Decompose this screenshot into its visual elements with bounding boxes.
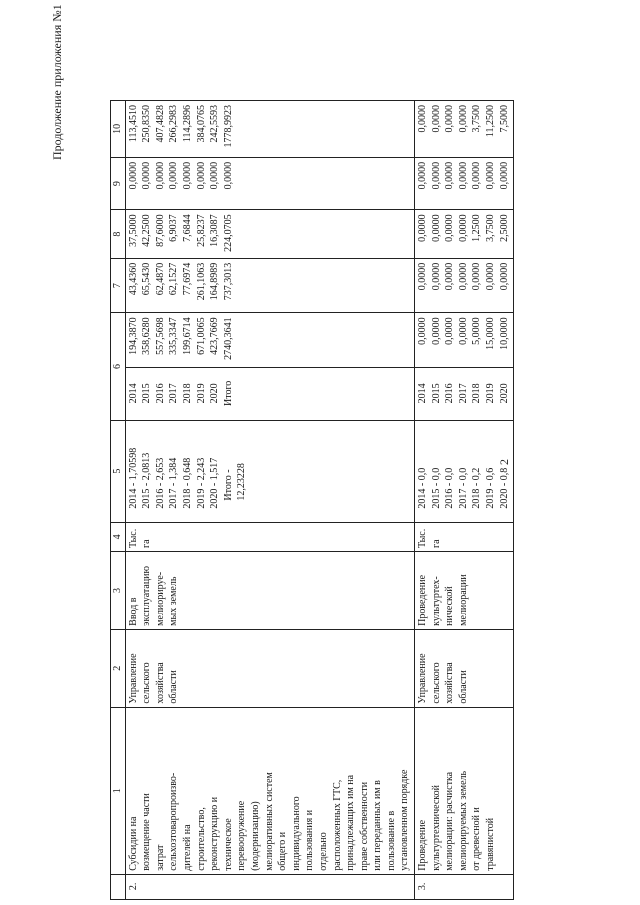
cell-line: 2016 - 2,653 xyxy=(154,457,166,509)
cell-line: от древесной и xyxy=(471,807,483,871)
cell-line: 358,6280 xyxy=(141,317,153,355)
cell-line: 0,0000 xyxy=(430,214,442,242)
column-header: 2 xyxy=(111,629,126,707)
cell-line: реконструкцию и xyxy=(209,796,221,871)
cell-line: 0,0000 xyxy=(127,161,139,190)
cell-line: Ввод в xyxy=(127,597,139,626)
cell-line: 2014 - 0,0 xyxy=(417,467,429,509)
cell-line: 557,5698 xyxy=(154,317,166,355)
cell-line: хозяйства xyxy=(154,662,166,704)
cell-line: 2020 - 0,8 xyxy=(498,467,510,509)
cell-line: 11,2500 xyxy=(485,105,497,138)
cell-line: эксплуатацию xyxy=(141,565,153,626)
cell-line: 2016 - 0,0 xyxy=(444,467,456,509)
cell-line: мелиоративных систем xyxy=(263,772,275,871)
cell-line: области xyxy=(457,670,469,704)
column-header: 6 xyxy=(111,313,126,420)
cell-line: 15,0000 xyxy=(485,317,497,350)
cell-line: техническое xyxy=(222,818,234,871)
appendix-caption: Продолжение приложения №1 xyxy=(50,4,64,160)
cell-line: 62,1527 xyxy=(168,262,180,296)
cell-line: пользования и xyxy=(304,809,316,871)
cell-line: 0,0000 xyxy=(141,161,153,190)
targets-total-line: Итого - xyxy=(222,469,234,501)
cell-line: отдельно xyxy=(317,832,329,871)
column-header: 3 xyxy=(111,552,126,630)
cell-line: га xyxy=(141,539,153,549)
cell-line: 2015 - 2,0813 xyxy=(141,452,153,509)
cell-line: культуртех- xyxy=(430,576,442,626)
cell-line: мелиорируе- xyxy=(154,571,166,626)
cell-line: 1,2500 xyxy=(471,214,483,242)
column-number-row xyxy=(111,101,126,900)
cell-line: 2016 xyxy=(154,383,166,404)
cell-line: 0,0000 xyxy=(154,161,166,190)
unit-cell xyxy=(415,522,514,551)
column-header: 9 xyxy=(111,157,126,210)
cell-line: 0,0000 xyxy=(417,262,429,291)
cell-line: 737,3013 xyxy=(222,262,234,301)
cell-line: 2020 xyxy=(498,383,510,404)
cell-line: 114,2896 xyxy=(181,105,193,143)
page-number: 2 xyxy=(497,459,511,465)
cell-line: 194,3870 xyxy=(127,317,139,355)
cell-line: нической xyxy=(444,586,456,626)
cell-line: 2019 xyxy=(195,383,207,404)
cell-line: 0,0000 xyxy=(222,161,234,190)
cell-line: хозяйства xyxy=(444,662,456,704)
cell-line: 0,0000 xyxy=(417,317,429,345)
cell-line: пользование в xyxy=(385,810,397,871)
cell-line: Управление xyxy=(127,653,139,704)
cell-line: Тыс. xyxy=(417,528,429,549)
cell-line: 407,4828 xyxy=(154,105,166,143)
cell-line: 2740,3641 xyxy=(222,317,234,360)
years-cell xyxy=(415,368,514,421)
value-cell-10 xyxy=(125,101,414,158)
targets-total-line: 12,23228 xyxy=(236,463,248,501)
cell-line: 113,4510 xyxy=(127,105,139,143)
column-header: 5 xyxy=(111,420,126,522)
cell-line: 2019 - 2,243 xyxy=(195,457,207,509)
cell-line: мелиорации xyxy=(457,574,469,626)
cell-line: 0,0000 xyxy=(444,262,456,291)
cell-line: Итого xyxy=(222,380,234,407)
row-number: 3. xyxy=(415,874,514,899)
cell-line: сельского xyxy=(430,662,442,704)
cell-line: 42,2500 xyxy=(141,214,153,247)
cell-line: 199,6714 xyxy=(181,317,193,355)
cell-line: или переданных им в xyxy=(372,780,384,871)
cell-line: общего и xyxy=(277,831,289,871)
cell-line: 1778,9923 xyxy=(222,105,234,148)
cell-line: 5,0000 xyxy=(471,317,483,345)
cell-line: 2018 - 0,648 xyxy=(181,457,193,509)
cell-line: сельхозтоваропроизво- xyxy=(168,772,180,871)
cell-line: 0,0000 xyxy=(457,214,469,242)
cell-line: 0,0000 xyxy=(457,262,469,291)
cell-line: га xyxy=(430,539,442,549)
cell-line: 2019 - 0,6 xyxy=(485,467,497,509)
cell-line: 250,8350 xyxy=(141,105,153,143)
cell-line: 0,0000 xyxy=(444,214,456,242)
cell-line: 266,2983 xyxy=(168,105,180,143)
column-header: 8 xyxy=(111,210,126,258)
cell-line: 242,5593 xyxy=(209,105,221,143)
cell-line: 2017 xyxy=(168,383,180,404)
cell-line: 2017 - 0,0 xyxy=(457,467,469,509)
cell-line: 10,0000 xyxy=(498,317,510,350)
cell-line: 2015 xyxy=(141,383,153,404)
cell-line: праве собственности xyxy=(358,781,370,871)
years-cell xyxy=(125,368,414,421)
cell-line: 0,0000 xyxy=(417,105,429,133)
cell-line: 62,4870 xyxy=(154,262,166,296)
row-number: 2. xyxy=(125,874,414,899)
cell-line: 0,0000 xyxy=(417,214,429,242)
cell-line: 25,8237 xyxy=(195,214,207,247)
executor-cell xyxy=(125,629,414,707)
cell-line: 0,0000 xyxy=(444,317,456,345)
column-header: 7 xyxy=(111,258,126,313)
targets-cell xyxy=(415,420,514,522)
cell-line: 0,0000 xyxy=(430,317,442,345)
cell-line: 2018 xyxy=(181,383,193,404)
cell-line: 2018 xyxy=(471,383,483,404)
cell-line: 0,0000 xyxy=(457,161,469,190)
table-row xyxy=(125,101,414,900)
cell-line: Субсидии на xyxy=(127,816,139,871)
cell-line: затрат xyxy=(154,844,166,871)
cell-line: сельского xyxy=(141,662,153,704)
cell-line: 0,0000 xyxy=(457,317,469,345)
cell-line: 0,0000 xyxy=(498,262,510,291)
cell-line: 2018 - 0,2 xyxy=(471,467,483,509)
cell-line: 335,3347 xyxy=(168,317,180,355)
cell-line: 0,0000 xyxy=(430,105,442,133)
cell-line: 37,5000 xyxy=(127,214,139,247)
cell-line: 77,6974 xyxy=(181,262,193,296)
value-cell-7 xyxy=(125,258,414,313)
cell-line: 0,0000 xyxy=(209,161,221,190)
cell-line: мелиорации: расчистка xyxy=(444,771,456,871)
cell-line: мых земель xyxy=(168,576,180,626)
cell-line: 2,5000 xyxy=(498,214,510,242)
value-cell-8 xyxy=(125,210,414,258)
cell-line: 0,0000 xyxy=(471,161,483,190)
cell-line: 261,1063 xyxy=(195,262,207,301)
value-cell-6 xyxy=(415,313,514,368)
cell-line: 671,0065 xyxy=(195,317,207,355)
targets-cell xyxy=(125,420,414,522)
cell-line: Управление xyxy=(417,653,429,704)
unit-cell xyxy=(125,522,414,551)
cell-line: 3,7500 xyxy=(471,105,483,133)
value-cell-9 xyxy=(125,157,414,210)
cell-line: 224,0705 xyxy=(222,214,234,252)
measure-cell xyxy=(415,707,514,874)
cell-line: 2016 xyxy=(444,383,456,404)
cell-line: 2014 xyxy=(127,383,139,404)
cell-line: Проведение xyxy=(417,819,429,871)
cell-line: 2017 xyxy=(457,383,469,404)
cell-line: 0,0000 xyxy=(195,161,207,190)
executor-cell xyxy=(415,629,514,707)
cell-line: 0,0000 xyxy=(417,161,429,190)
column-header xyxy=(111,874,126,899)
cell-line: 43,4360 xyxy=(127,262,139,296)
cell-line: перевооружение xyxy=(236,800,248,871)
cell-line: 2020 xyxy=(209,383,221,404)
cell-line: индивидуального xyxy=(290,796,302,871)
indicator-cell xyxy=(415,552,514,630)
column-header: 4 xyxy=(111,522,126,551)
column-header: 1 xyxy=(111,707,126,874)
cell-line: 87,6000 xyxy=(154,214,166,247)
cell-line: 7,6844 xyxy=(181,214,193,242)
cell-line: 0,0000 xyxy=(485,262,497,291)
cell-line: 0,0000 xyxy=(181,161,193,190)
cell-line: 65,5430 xyxy=(141,262,153,296)
cell-line: 6,9037 xyxy=(168,214,180,242)
cell-line: 2014 - 1,70598 xyxy=(127,447,139,509)
cell-line: 2020 - 1,517 xyxy=(209,457,221,509)
cell-line: 384,0765 xyxy=(195,105,207,143)
table-row xyxy=(415,101,514,900)
cell-line: возмещение части xyxy=(141,793,153,871)
indicator-cell xyxy=(125,552,414,630)
cell-line: 3,7500 xyxy=(485,214,497,242)
cell-line: мелиорируемых земель xyxy=(457,770,469,871)
cell-line: (модернизацию) xyxy=(249,801,261,871)
program-table xyxy=(110,100,514,900)
column-header: 10 xyxy=(111,101,126,158)
cell-line: 0,0000 xyxy=(168,161,180,190)
cell-line: 2015 xyxy=(430,383,442,404)
cell-line: 2015 - 0,0 xyxy=(430,467,442,509)
cell-line: 0,0000 xyxy=(471,262,483,291)
cell-line: Проведение xyxy=(417,574,429,626)
cell-line: культуртехнической xyxy=(430,784,442,871)
cell-line: травянистой xyxy=(485,817,497,871)
cell-line: 164,8989 xyxy=(209,262,221,301)
value-cell-6 xyxy=(125,313,414,368)
cell-line: 0,0000 xyxy=(498,161,510,190)
cell-line: 0,0000 xyxy=(485,161,497,190)
value-cell-7 xyxy=(415,258,514,313)
cell-line: 2014 xyxy=(417,383,429,404)
cell-line: 0,0000 xyxy=(444,105,456,133)
measure-cell xyxy=(125,707,414,874)
cell-line: принадлежащих им на xyxy=(345,774,357,871)
value-cell-8 xyxy=(415,210,514,258)
cell-line: Тыс. xyxy=(127,528,139,549)
cell-line: 0,0000 xyxy=(430,161,442,190)
value-cell-10 xyxy=(415,101,514,158)
cell-line: 7,5000 xyxy=(498,105,510,133)
cell-line: дителей на xyxy=(181,824,193,871)
cell-line: 2017 - 1,384 xyxy=(168,457,180,509)
cell-line: 0,0000 xyxy=(430,262,442,291)
cell-line: области xyxy=(168,670,180,704)
cell-line: строительство, xyxy=(195,807,207,871)
cell-line: 0,0000 xyxy=(444,161,456,190)
cell-line: 16,3087 xyxy=(209,214,221,247)
cell-line: расположенных ГТС, xyxy=(331,779,343,871)
cell-line: установленном порядке xyxy=(399,769,411,871)
cell-line: 423,7669 xyxy=(209,317,221,355)
value-cell-9 xyxy=(415,157,514,210)
cell-line: 0,0000 xyxy=(457,105,469,133)
cell-line: 2019 xyxy=(485,383,497,404)
